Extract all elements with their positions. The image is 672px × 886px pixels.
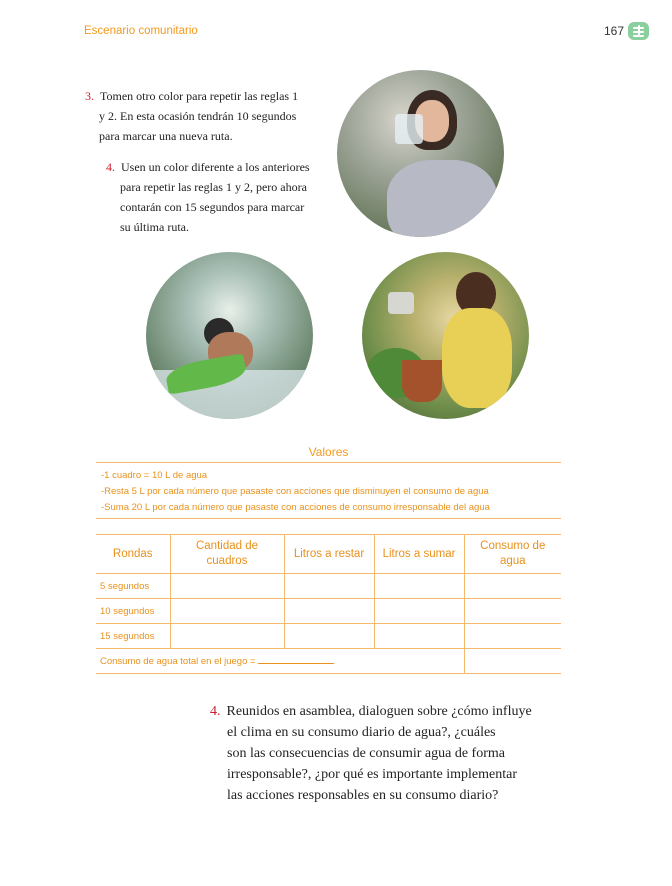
- table-header: Litros a sumar: [374, 535, 464, 574]
- instruction-line: Usen un color diferente a los anteriores: [121, 160, 310, 174]
- table-cell[interactable]: [170, 574, 284, 599]
- table-total-row: [96, 649, 561, 674]
- instruction-line: para repetir las reglas 1 y 2, pero ahora: [120, 180, 307, 194]
- instruction-item-4: [106, 157, 321, 237]
- table-cell[interactable]: [284, 574, 374, 599]
- table-cell[interactable]: [284, 624, 374, 649]
- question-line: irresponsable?, ¿por qué es importante implementar: [227, 767, 518, 782]
- question-line: las acciones responsables en su consumo diario?: [227, 788, 499, 803]
- table-header: Litros a restar: [284, 535, 374, 574]
- section-title: Escenario comunitario: [84, 25, 198, 37]
- discussion-question: [210, 701, 570, 806]
- total-blank[interactable]: [258, 663, 334, 664]
- valores-line: -Suma 20 L por cada número que pasaste con acciones de consumo irresponsable del agua: [101, 502, 490, 513]
- valores-line: -Resta 5 L por cada número que pasaste con acciones que disminuyen el consumo de agua: [101, 486, 489, 497]
- table-header: Cantidad de cuadros: [170, 535, 284, 574]
- row-label: 15 segundos: [96, 624, 170, 649]
- table-header: Consumo de agua: [464, 535, 561, 574]
- page-number: 167: [604, 24, 625, 38]
- table-cell[interactable]: [170, 624, 284, 649]
- instruction-line: su última ruta.: [120, 220, 189, 234]
- photo-girl-watering-plant: [362, 252, 529, 419]
- instruction-line: contarán con 15 segundos para marcar: [120, 200, 305, 214]
- rounds-table: [96, 534, 561, 674]
- table-cell[interactable]: [374, 599, 464, 624]
- question-line: el clima en su consumo diario de agua?, ¿cuáles: [227, 725, 496, 740]
- total-label: Consumo de agua total en el juego =: [100, 655, 256, 667]
- instruction-line: y 2. En esta ocasión tendrán 10 segundos: [99, 109, 297, 123]
- instruction-line: para marcar una nueva ruta.: [99, 129, 233, 143]
- table-header-row: [96, 535, 561, 574]
- photo-girl-drinking-water: [337, 70, 504, 237]
- instruction-line: Tomen otro color para repetir las reglas 1: [100, 89, 299, 103]
- total-cell: [96, 649, 464, 674]
- item-number: 3.: [85, 89, 94, 103]
- total-value-cell[interactable]: [464, 649, 561, 674]
- item-number: 4.: [210, 704, 221, 719]
- table-row: [96, 624, 561, 649]
- table-cell[interactable]: [464, 599, 561, 624]
- question-line: Reunidos en asamblea, dialoguen sobre ¿cómo influye: [226, 704, 532, 719]
- book-badge-icon: [628, 22, 649, 40]
- table-header: Rondas: [96, 535, 170, 574]
- row-label: 5 segundos: [96, 574, 170, 599]
- row-label: 10 segundos: [96, 599, 170, 624]
- valores-line: -1 cuadro = 10 L de agua: [101, 470, 208, 481]
- table-row: [96, 599, 561, 624]
- question-line: son las consecuencias de consumir agua de forma: [227, 746, 505, 761]
- table-cell[interactable]: [284, 599, 374, 624]
- valores-title: Valores: [308, 445, 349, 459]
- photo-boy-in-river: [146, 252, 313, 419]
- table-cell[interactable]: [170, 599, 284, 624]
- table-cell[interactable]: [374, 574, 464, 599]
- instruction-item-3: [85, 86, 315, 146]
- table-row: [96, 574, 561, 599]
- table-cell[interactable]: [374, 624, 464, 649]
- table-cell[interactable]: [464, 624, 561, 649]
- table-cell[interactable]: [464, 574, 561, 599]
- item-number: 4.: [106, 160, 115, 174]
